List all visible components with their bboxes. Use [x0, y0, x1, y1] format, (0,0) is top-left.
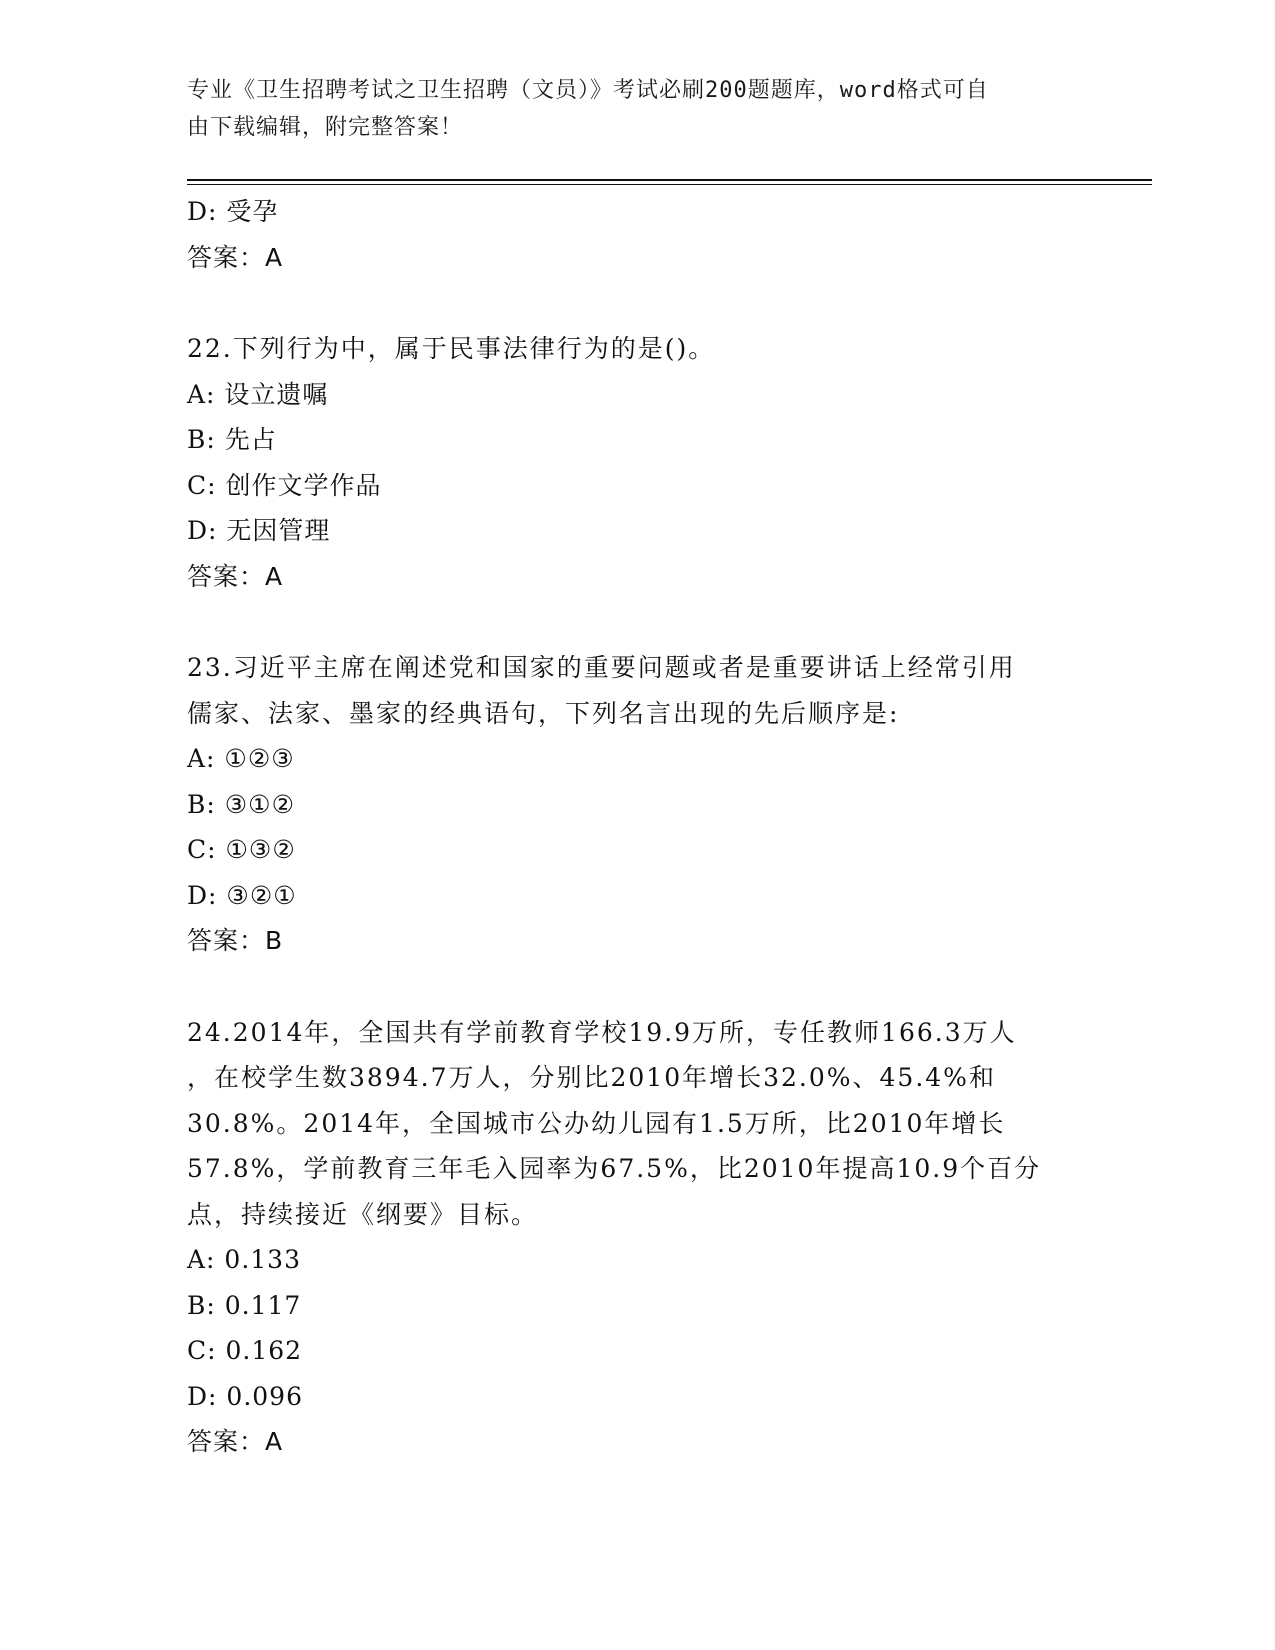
- option-a: A: 设立遗嘱: [187, 379, 329, 409]
- option-d: D: 0.096: [187, 1381, 303, 1411]
- question-text-line-3: 30.8%。2014年，全国城市公办幼儿园有1.5万所，比2010年增长: [187, 1108, 1006, 1138]
- header-divider-thin: [187, 184, 1152, 185]
- question-text-line-1: 24.2014年，全国共有学前教育学校19.9万所，专任教师166.3万人: [187, 1017, 1017, 1047]
- option-a: A: ①②③: [187, 744, 295, 773]
- document-header: [187, 72, 1067, 146]
- question-text: 22.下列行为中，属于民事法律行为的是()。: [187, 334, 716, 363]
- answer-label: 答案：B: [187, 926, 284, 955]
- question-text-line-1: 23.习近平主席在阐述党和国家的重要问题或者是重要讲话上经常引用: [187, 653, 1016, 682]
- answer-label: 答案：A: [187, 561, 284, 591]
- spacer: [187, 280, 1077, 326]
- question-text-line-5: 点，持续接近《纲要》目标。: [187, 1199, 539, 1229]
- option-d: D: 无因管理: [187, 516, 331, 545]
- header-line-1: 专业《卫生招聘考试之卫生招聘（文员）》考试必刷200题题库，word格式可自: [187, 78, 989, 103]
- option-d: D: ③②①: [187, 880, 297, 910]
- question-22: [187, 326, 1077, 599]
- option-b: B: ③①②: [187, 789, 295, 819]
- answer-label: 答案：A: [187, 1427, 284, 1456]
- option-c: C: ①③②: [187, 835, 296, 864]
- header-divider-thick: [187, 179, 1152, 181]
- option-a: A: 0.133: [187, 1245, 301, 1274]
- spacer: [187, 964, 1077, 1010]
- question-text-line-2: 儒家、法家、墨家的经典语句，下列名言出现的先后顺序是:: [187, 698, 900, 728]
- spacer: [187, 599, 1077, 645]
- option-d: D: 受孕: [187, 197, 279, 226]
- question-text-line-4: 57.8%，学前教育三年毛入园率为67.5%，比2010年提高10.9个百分: [187, 1154, 1042, 1183]
- header-line-2: 由下载编辑，附完整答案！: [187, 115, 464, 140]
- option-c: C: 创作文学作品: [187, 470, 382, 500]
- option-b: B: 先占: [187, 425, 277, 454]
- answer-label: 答案：A: [187, 242, 284, 272]
- question-text-line-2: ，在校学生数3894.7万人，分别比2010年增长32.0%、45.4%和: [187, 1063, 996, 1092]
- question-23: [187, 645, 1077, 964]
- question-list: [187, 189, 1077, 1465]
- previous-question-tail: [187, 189, 1077, 280]
- question-24: [187, 1010, 1077, 1465]
- option-b: B: 0.117: [187, 1290, 302, 1320]
- option-c: C: 0.162: [187, 1336, 303, 1365]
